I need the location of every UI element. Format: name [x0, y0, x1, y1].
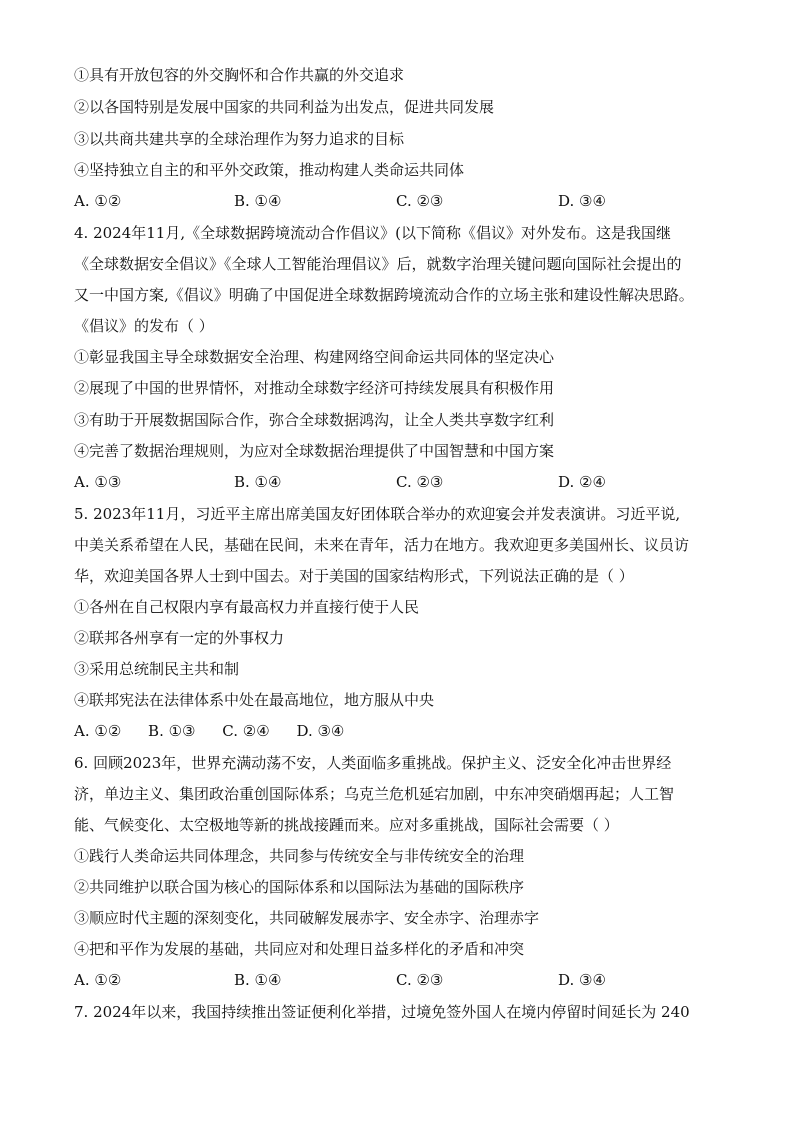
q6-stem-line-2: 济，单边主义、集团政治重创国际体系；乌克兰危机延宕加剧，中东冲突硝烟再起；人工智 [74, 785, 675, 803]
q3-option-2: ②以各国特别是发展中国家的共同利益为出发点，促进共同发展 [74, 98, 495, 116]
q5-option-1: ①各州在自己权限内享有最高权力并直接行使于人民 [74, 598, 420, 616]
q6-choices [74, 970, 674, 990]
q6-option-3: ③顺应时代主题的深刻变化，共同破解发展赤字、安全赤字、治理赤字 [74, 909, 540, 927]
q3-option-4: ④坚持独立自主的和平外交政策，推动构建人类命运共同体 [74, 161, 465, 179]
q4-option-2: ②展现了中国的世界情怀，对推动全球数字经济可持续发展具有积极作用 [74, 379, 555, 397]
q5-stem-line-3: 华，欢迎美国各界人士到中国去。对于美国的国家结构形式，下列说法正确的是（ ） [74, 567, 634, 585]
q6-stem-line-3: 能、气候变化、太空极地等新的挑战接踵而来。应对多重挑战，国际社会需要（ ） [74, 816, 619, 834]
q6-option-2: ②共同维护以联合国为核心的国际体系和以国际法为基础的国际秩序 [74, 878, 525, 896]
q5-choices [74, 721, 674, 741]
q4-option-4: ④完善了数据治理规则，为应对全球数据治理提供了中国智慧和中国方案 [74, 442, 555, 460]
q4-choices [74, 472, 674, 492]
q4-choice-b[interactable]: B. ①④ [234, 473, 282, 491]
q5-stem-line-2: 中美关系希望在人民，基础在民间，未来在青年，活力在地方。我欢迎更多美国州长、议员访 [74, 536, 690, 554]
q3-choice-a[interactable]: A. ①② [74, 192, 122, 210]
q6-option-1: ①践行人类命运共同体理念，共同参与传统安全与非传统安全的治理 [74, 847, 525, 865]
q6-choice-a[interactable]: A. ①② [74, 971, 122, 989]
q4-choice-c[interactable]: C. ②③ [396, 473, 444, 491]
q5-stem-line-1: 5. 2023年11月，习近平主席出席美国友好团体联合举办的欢迎宴会并发表演讲。习近平说, [74, 505, 681, 523]
q4-choice-d[interactable]: D. ②④ [558, 473, 606, 491]
q4-choice-a[interactable]: A. ①③ [74, 473, 122, 491]
q4-option-1: ①彰显我国主导全球数据安全治理、构建网络空间命运共同体的坚定决心 [74, 348, 555, 366]
q5-choice-d[interactable]: D. ③④ [296, 722, 345, 740]
q4-option-3: ③有助于开展数据国际合作，弥合全球数据鸿沟，让全人类共享数字红利 [74, 411, 555, 429]
q3-option-3: ③以共商共建共享的全球治理作为努力追求的目标 [74, 130, 405, 148]
q7-stem-line-1: 7. 2024年以来，我国持续推出签证便利化举措，过境免签外国人在境内停留时间延长为 240 [74, 1003, 690, 1021]
q3-choice-d[interactable]: D. ③④ [558, 192, 606, 210]
q4-stem-line-4: 《倡议》的发布（ ） [74, 317, 214, 335]
q6-choice-b[interactable]: B. ①④ [234, 971, 282, 989]
q4-stem-line-1: 4. 2024年11月,《全球数据跨境流动合作倡议》(以下简称《倡议》对外发布。这是我国继 [74, 224, 671, 242]
q5-choice-b[interactable]: B. ①③ [148, 722, 196, 740]
q6-choice-c[interactable]: C. ②③ [396, 971, 444, 989]
q5-option-4: ④联邦宪法在法律体系中处在最高地位，地方服从中央 [74, 691, 435, 709]
q5-option-3: ③采用总统制民主共和制 [74, 660, 240, 678]
q5-choice-a[interactable]: A. ①② [74, 722, 122, 740]
q6-stem-line-1: 6. 回顾2023年，世界充满动荡不安，人类面临多重挑战。保护主义、泛安全化冲击世界经 [74, 754, 672, 772]
q6-choice-d[interactable]: D. ③④ [558, 971, 606, 989]
q6-option-4: ④把和平作为发展的基础，共同应对和处理日益多样化的矛盾和冲突 [74, 940, 525, 958]
q4-stem-line-2: 《全球数据安全倡议》《全球人工智能治理倡议》后，就数字治理关键问题向国际社会提出的 [74, 255, 682, 273]
q3-choice-c[interactable]: C. ②③ [396, 192, 444, 210]
q5-option-2: ②联邦各州享有一定的外事权力 [74, 629, 285, 647]
q4-stem-line-3: 又一中国方案,《倡议》明确了中国促进全球数据跨境流动合作的立场主张和建设性解决思路。 [74, 286, 694, 304]
q5-choice-c[interactable]: C. ②④ [222, 722, 270, 740]
q3-choices [74, 191, 674, 211]
q3-choice-b[interactable]: B. ①④ [234, 192, 282, 210]
q3-option-1: ①具有开放包容的外交胸怀和合作共赢的外交追求 [74, 66, 405, 84]
